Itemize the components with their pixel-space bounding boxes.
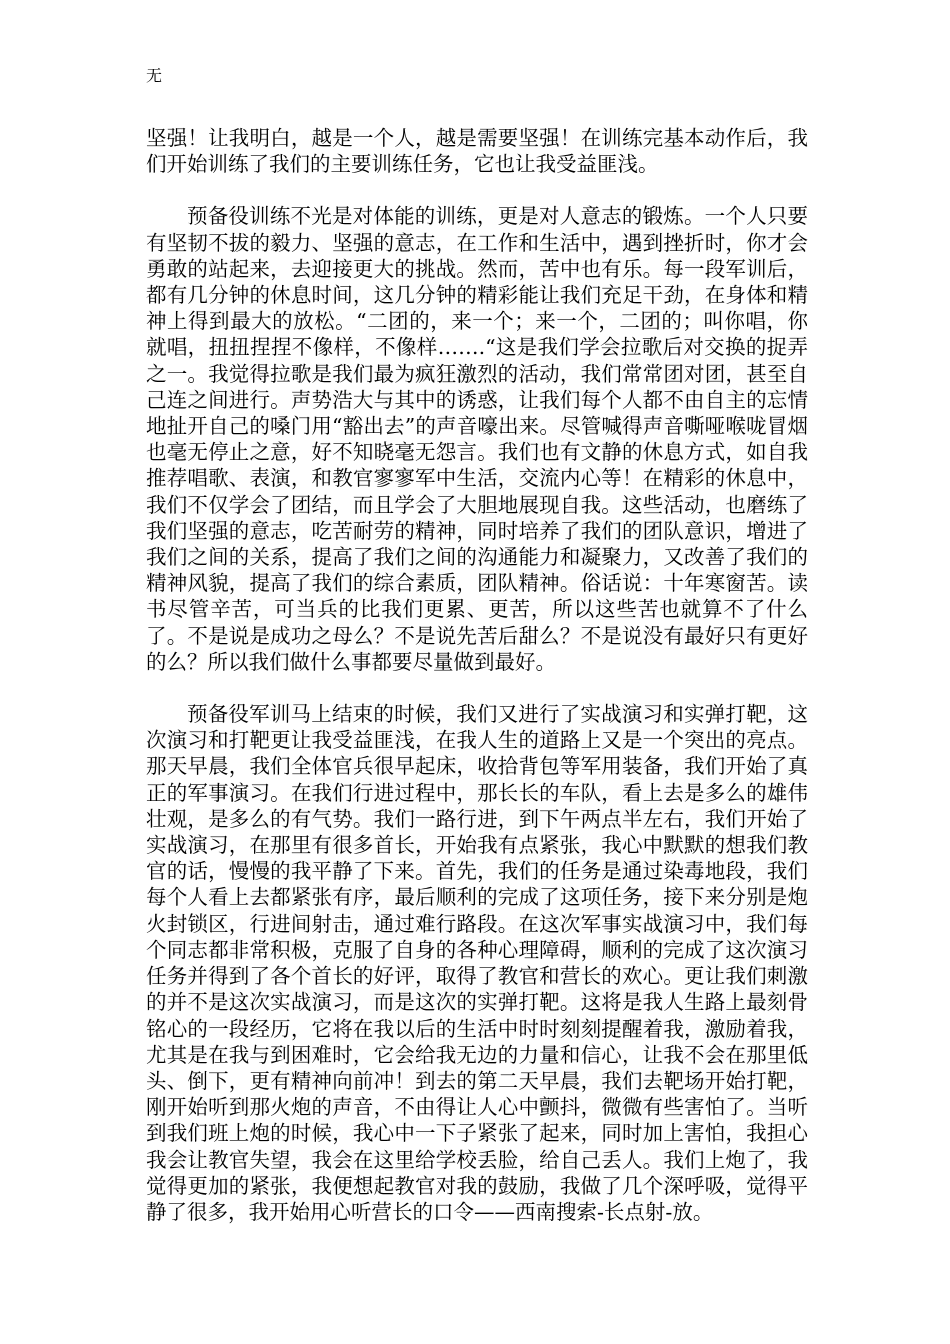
paragraph-3: 预备役军训马上结束的时候，我们又进行了实战演习和实弹打靶，这次演习和打靶更让我受益匪浅，在我人生的道路上又是一个突出的亮点。那天早晨，我们全体官兵很早起床，收拾背包等军用装备，我们开始了真正的军事演习。在我们行进过程中，那长长的车队，看上去是多么的雄伟壮观，是多么的有气势。我们一路行进，到下午两点半左右，我们开始了实战演习，在那里有很多首长，开始我有点紧张，我心中默默的想我们教官的话，慢慢的我平静了下来。首先，我们的任务是通过染毒地段，我们每个人看上去都紧张有序，最后顺利的完成了这项任务，接下来分别是炮火封锁区，行进间射击，通过难行路段。在这次军事实战演习中，我们每个同志都非常积极，克服了自身的各种心理障碍，顺利的完成了这次演习任务并得到了各个首长的好评，取得了教官和营长的欢心。更让我们刺激的并不是这次实战演习，而是这次的实弹打靶。这将是我人生路上最刻骨铭心的一段经历，它将在我以后的生活中时时刻刻提醒着我，激励着我，尤其是在我与到困难时，它会给我无边的力量和信心，让我不会在那里低头、倒下，更有精神向前冲！到去的第二天早晨，我们去靶场开始打靶，刚开始听到那火炮的声音，不由得让人心中颤抖，微微有些害怕了。当听到我们班上炮的时候，我心中一下子紧张了起来，同时加上害怕，我担心我会让教官失望，我会在这里给学校丢脸，给自己丢人。我们上炮了，我觉得更加的紧张，我便想起教官对我的鼓励，我做了几个深呼吸，觉得平静了很多，我开始用心听营长的口令——西南搜索-长点射-放。 <box>146 702 808 1224</box>
paragraph-1: 坚强！让我明白，越是一个人，越是需要坚强！在训练完基本动作后，我们开始训练了我们的主要训练任务，它也让我受益匪浅。 <box>146 126 808 177</box>
paragraph-gap <box>146 177 808 203</box>
document-body <box>146 125 808 1225</box>
page-header: 无 <box>146 66 163 85</box>
paragraph-gap <box>146 675 808 701</box>
paragraph-2: 预备役训练不光是对体能的训练，更是对人意志的锻炼。一个人只要有坚韧不拔的毅力、坚强的意志，在工作和生活中，遇到挫折时，你才会勇敢的站起来，去迎接更大的挑战。然而，苦中也有乐。每一段军训后，都有几分钟的休息时间，这几分钟的精彩能让我们充足干劲，在身体和精神上得到最大的放松。“二团的，来一个；来一个，二团的；叫你唱，你就唱，扭扭捏捏不像样，不像样…….“这是我们学会拉歌后对交换的捉弄之一。我觉得拉歌是我们最为疯狂激烈的活动，我们常常团对团，甚至自己连之间进行。声势浩大与其中的诱惑，让我们每个人都不由自主的忘情地扯开自己的嗓门用“豁出去”的声音嚎出来。尽管喊得声音嘶哑喉咙冒烟也毫无停止之意，好不知晓毫无怨言。我们也有文静的休息方式，如自我推荐唱歌、表演，和教官寥寥军中生活，交流内心等！在精彩的休息中，我们不仅学会了团结，而且学会了大胆地展现自我。这些活动，也磨练了我们坚强的意志，吃苦耐劳的精神，同时培养了我们的团队意识，增进了我们之间的关系，提高了我们之间的沟通能力和凝聚力，又改善了我们的精神风貌，提高了我们的综合素质，团队精神。俗话说：十年寒窗苦。读书尽管辛苦，可当兵的比我们更累、更苦，所以这些苦也就算不了什么了。不是说是成功之母么？不是说先苦后甜么？不是说没有最好只有更好的么？所以我们做什么事都要尽量做到最好。 <box>146 204 808 674</box>
